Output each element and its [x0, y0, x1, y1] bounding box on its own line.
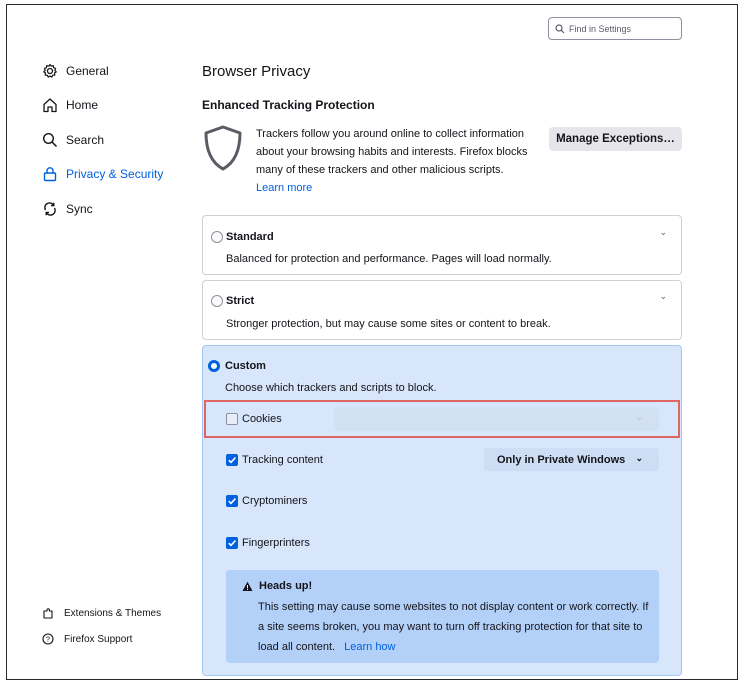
sidebar-item-search[interactable]: [42, 132, 104, 148]
chevron-down-icon[interactable]: ⌄: [659, 291, 667, 301]
checkmark-icon: [226, 495, 238, 507]
sidebar-extensions-themes[interactable]: [42, 607, 161, 619]
sidebar-item-general[interactable]: [42, 63, 109, 79]
strict-option-card[interactable]: [202, 280, 682, 340]
etp-description-text: Trackers follow you around online to collect information about your browsing habits and interests. Firefox blocks many of these trackers and other malicious scripts.: [256, 128, 528, 176]
footer-label: Firefox Support: [64, 633, 133, 645]
strict-radio[interactable]: [211, 295, 223, 307]
standard-description: Balanced for protection and performance. Pages will load normally.: [226, 253, 552, 265]
svg-text:?: ?: [45, 634, 51, 644]
shield-icon: [202, 124, 244, 172]
search-icon: [42, 132, 58, 148]
cryptominers-label: Cryptominers: [242, 495, 308, 507]
strict-label: Strict: [226, 295, 255, 307]
chevron-down-icon[interactable]: ⌄: [659, 227, 667, 237]
select-value: Only in Private Windows: [497, 453, 626, 466]
footer-label: Extensions & Themes: [64, 607, 162, 619]
standard-radio[interactable]: [211, 231, 223, 243]
sidebar-item-sync[interactable]: [42, 201, 93, 217]
find-in-settings[interactable]: [548, 17, 682, 40]
chevron-down-icon: ⌄: [635, 412, 643, 422]
sidebar-item-home[interactable]: [42, 97, 98, 113]
strict-description: Stronger protection, but may cause some sites or content to break.: [226, 318, 551, 330]
learn-more-link[interactable]: Learn more: [256, 182, 313, 194]
checkmark-icon: [226, 454, 238, 466]
search-input[interactable]: [569, 24, 679, 34]
sidebar-firefox-support[interactable]: [42, 633, 132, 645]
page-title: Browser Privacy: [202, 63, 311, 80]
search-icon: [555, 24, 565, 34]
gear-icon: [42, 63, 58, 79]
chevron-down-icon: ⌄: [635, 453, 643, 463]
home-icon: [42, 97, 58, 113]
heads-up-body: This setting may cause some websites to not display content or work correctly. If a site seems broken, you may want to turn off tracking protection for that site to load all content.: [258, 601, 649, 653]
sidebar-item-label: General: [66, 64, 109, 78]
standard-option-card[interactable]: [202, 215, 682, 275]
sidebar-item-label: Sync: [66, 202, 93, 216]
lock-icon: [42, 166, 58, 182]
custom-description: Choose which trackers and scripts to block.: [225, 382, 437, 394]
fingerprinters-checkbox[interactable]: [226, 537, 238, 549]
custom-label: Custom: [225, 360, 266, 372]
cookies-highlight: [204, 400, 680, 438]
sidebar-item-label: Home: [66, 98, 99, 112]
etp-heading: Enhanced Tracking Protection: [202, 98, 375, 112]
sidebar-item-label: Search: [66, 133, 105, 147]
sidebar-item-label: Privacy & Security: [66, 167, 164, 181]
warning-icon: [242, 581, 253, 592]
help-icon: [42, 633, 54, 645]
cookies-label: Cookies: [242, 413, 282, 425]
sync-icon: [42, 201, 58, 217]
sidebar-item-privacy-security[interactable]: [42, 166, 163, 182]
heads-up-title: [242, 580, 312, 592]
manage-exceptions-button[interactable]: Manage Exceptions…: [549, 127, 682, 151]
fingerprinters-label: Fingerprinters: [242, 537, 310, 549]
heads-up-text: [258, 597, 654, 657]
standard-label: Standard: [226, 231, 274, 243]
cryptominers-checkbox[interactable]: [226, 495, 238, 507]
etp-description: [256, 125, 538, 197]
puzzle-icon: [42, 607, 54, 619]
tracking-content-checkbox[interactable]: [226, 454, 238, 466]
learn-how-link[interactable]: Learn how: [344, 641, 396, 653]
tracking-content-select[interactable]: [484, 448, 659, 471]
custom-radio[interactable]: [208, 360, 220, 372]
tracking-content-label: Tracking content: [242, 454, 323, 466]
checkmark-icon: [226, 537, 238, 549]
heads-up-title-text: Heads up!: [259, 580, 313, 592]
